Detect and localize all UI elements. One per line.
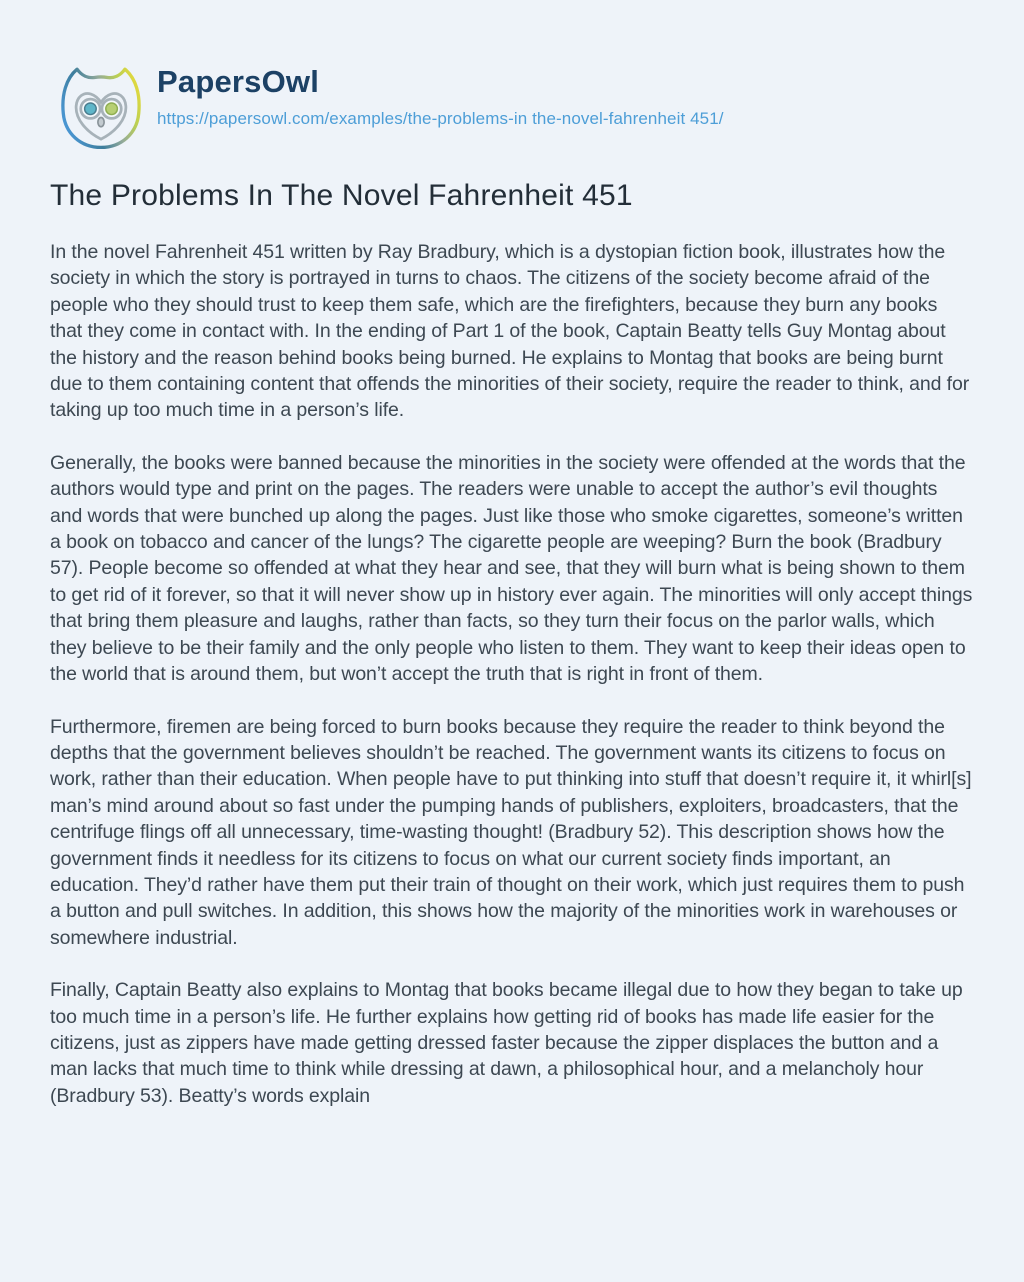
brand-name: PapersOwl — [157, 64, 320, 99]
owl-logo-icon — [53, 60, 149, 152]
essay-paragraph-2: Generally, the books were banned because the minorities in the society were offended at the words that the authors would type and print on the pages. The readers were unable to accept the author’s evil thoughts and words that were bunched up along the pages. Just like those who smoke cigarettes, someone’s written a book on tobacco and cancer of the lungs? The cigarette people are weeping? Burn the book (Bradbury 57). People become so offended at what they hear and see, that they will burn what is being shown to them to get rid of it forever, so that it will never show up in history ever again. The minorities will only accept things that bring them pleasure and laughs, rather than facts, so they turn their focus on the parlor walls, which they believe to be their family and the only people who listen to them. They want to keep their ideas open to the world that is around them, but won’t accept the truth that is right in front of them. — [50, 451, 973, 686]
header-text-block — [157, 60, 724, 130]
essay-paragraph-1: In the novel Fahrenheit 451 written by Ray Bradbury, which is a dystopian fiction book, illustrates how the society in which the story is portrayed in turns to chaos. The citizens of the society become afraid of the people who they should trust to keep them safe, which are the firefighters, because they burn any books that they come in contact with. In the ending of Part 1 of the book, Captain Beatty tells Guy Montag about the history and the reason behind books being burned. He explains to Montag that books are being burnt due to them containing content that offends the minorities of their society, require the reader to think, and for taking up too much time in a person’s life. — [50, 241, 970, 422]
papersowl-header — [50, 60, 976, 152]
page-url-link[interactable]: https://papersowl.com/examples/the-problems-in the-novel-fahrenheit 451/ — [157, 109, 724, 128]
essay-paragraph-3: Furthermore, firemen are being forced to burn books because they require the reader to think beyond the depths that the government believes shouldn’t be reached. The government wants its citizens to focus on work, rather than their education. When people have to put thinking into stuff that doesn’t require it, it whirl[s] man’s mind around about so fast under the pumping hands of publishers, exploiters, broadcasters, that the centrifuge flings off all unnecessary, time-wasting thought! (Bradbury 52). This description shows how the government finds it needless for its citizens to focus on what our current society finds important, an education. They’d rather have them put their train of thought on their work, which just requires them to push a button and pull switches. In addition, this shows how the majority of the minorities work in warehouses or somewhere industrial. — [50, 715, 972, 949]
papersowl-logo — [53, 60, 149, 152]
essay-title: The Problems In The Novel Fahrenheit 451 — [50, 179, 633, 212]
essay-body — [50, 239, 974, 1109]
essay-paragraph-4: Finally, Captain Beatty also explains to Montag that books became illegal due to how they began to take up too much time in a person’s life. He further explains how getting rid of books has made life easier for the citizens, just as zippers have made getting dressed faster because the zipper displaces the button and a man lacks that much time to think while dressing at dawn, a philosophical hour, and a melancholy hour (Bradbury 53). Beatty’s words explain — [50, 979, 963, 1107]
